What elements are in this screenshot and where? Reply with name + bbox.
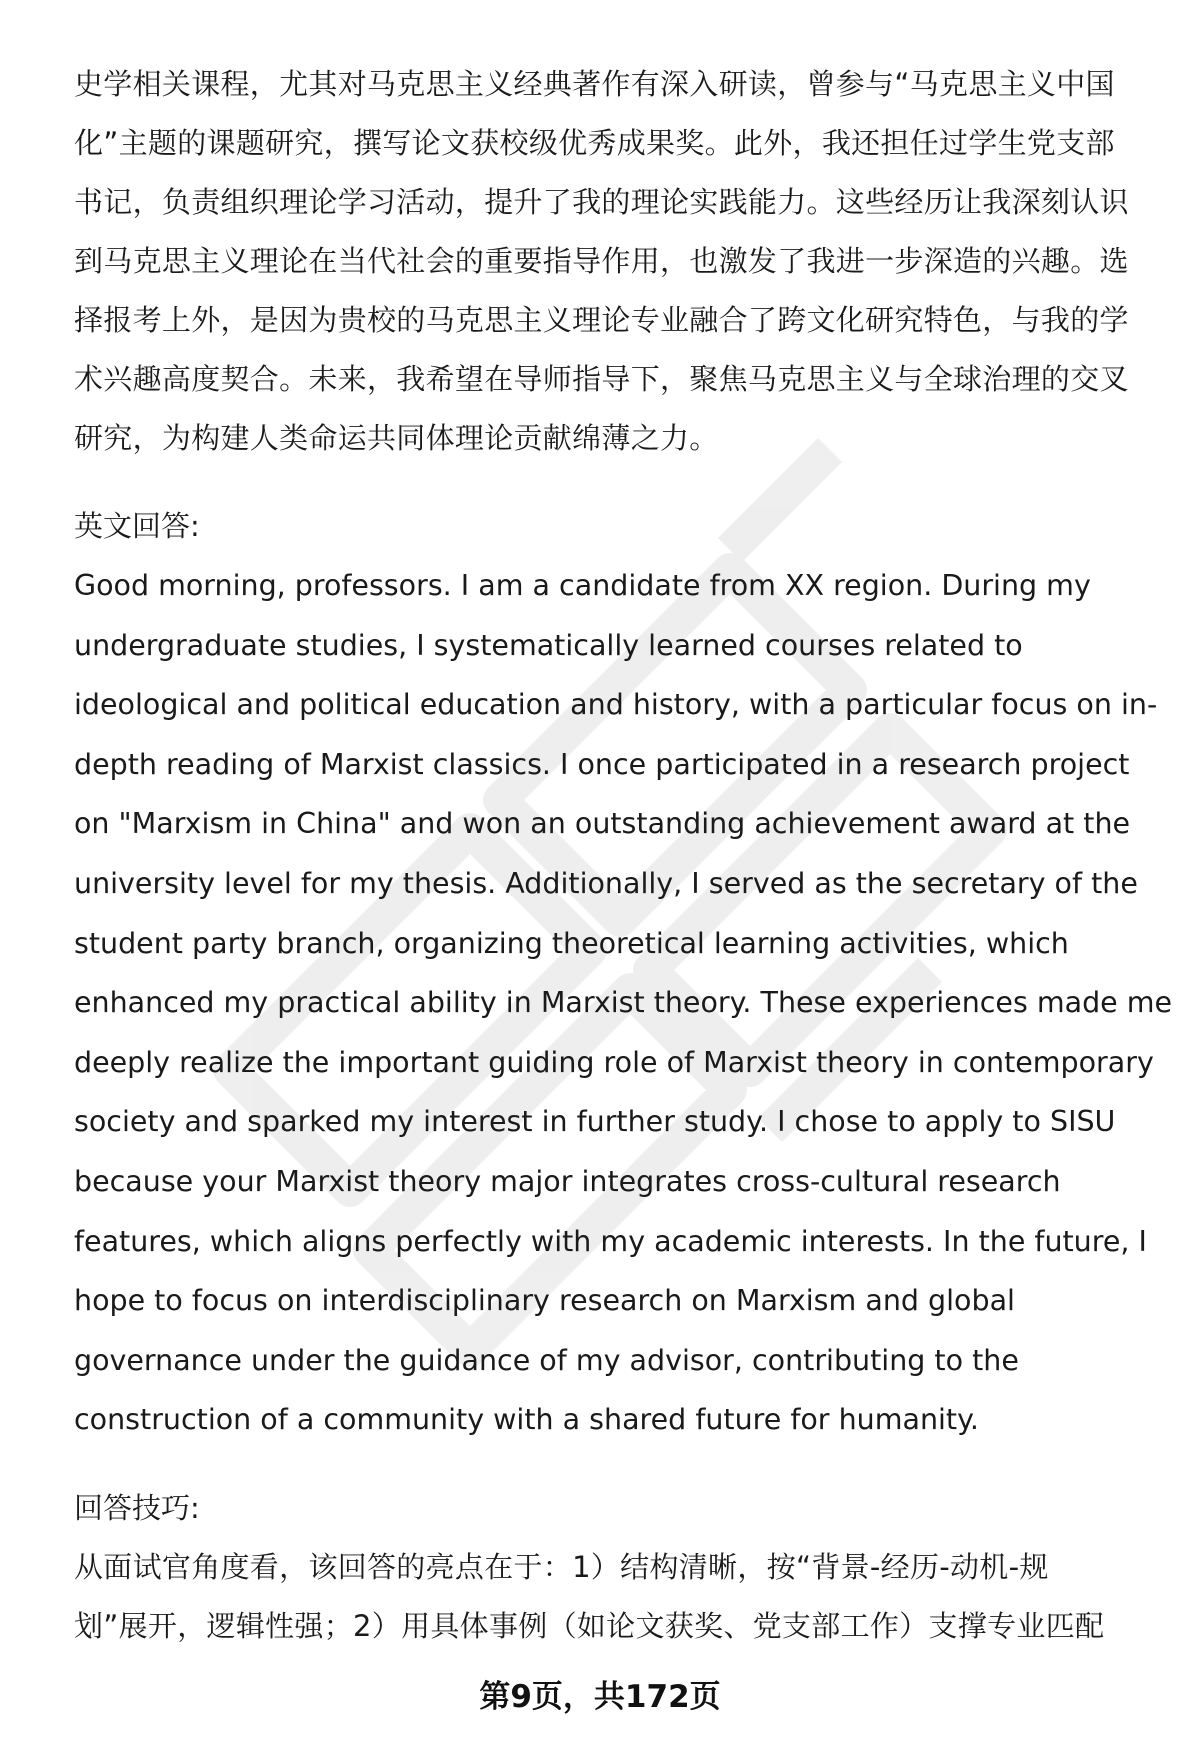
page-number-footer: 第9页，共172页 <box>479 1679 721 1715</box>
english-answer-heading: 英文回答: <box>74 509 200 543</box>
text-line: 术兴趣高度契合。未来，我希望在导师指导下，聚焦马克思主义与全球治理的交叉 <box>74 362 1129 396</box>
text-line: deeply realize the important guiding role of Marxist theory in contemporary <box>74 1045 1154 1079</box>
text-line: because your Marxist theory major integrates cross-cultural research <box>74 1164 1061 1198</box>
answer-tips-heading: 回答技巧: <box>74 1490 200 1525</box>
text-line: on "Marxism in China" and won an outstanding achievement award at the <box>74 807 1131 841</box>
text-line: hope to focus on interdisciplinary research on Marxism and global <box>74 1284 1015 1318</box>
text-line: 择报考上外，是因为贵校的马克思主义理论专业融合了跨文化研究特色，与我的学 <box>74 303 1129 337</box>
text-line: features, which aligns perfectly with my academic interests. In the future, I <box>74 1224 1147 1258</box>
text-line: undergraduate studies, I systematically learned courses related to <box>74 628 1023 662</box>
english-paragraph <box>74 556 1173 1450</box>
text-line: governance under the guidance of my advisor, contributing to the <box>74 1343 1019 1377</box>
text-line: ideological and political education and history, with a particular focus on in- <box>74 688 1158 722</box>
text-line: construction of a community with a shared future for humanity. <box>74 1403 979 1437</box>
text-line: depth reading of Marxist classics. I once participated in a research project <box>74 747 1130 781</box>
text-line: 从面试官角度看，该回答的亮点在于：1）结构清晰，按“背景-经历-动机-规 <box>74 1549 1049 1584</box>
chinese-paragraph <box>74 55 1164 468</box>
page-content <box>74 55 1173 1656</box>
text-line: student party branch, organizing theoretical learning activities, which <box>74 926 1069 960</box>
text-line: society and sparked my interest in further study. I chose to apply to SISU <box>74 1105 1116 1139</box>
text-line: university level for my thesis. Additionally, I served as the secretary of the <box>74 866 1138 900</box>
text-line: 书记，负责组织理论学习活动，提升了我的理论实践能力。这些经历让我深刻认识 <box>74 185 1129 219</box>
text-line: Good morning, professors. I am a candidate from XX region. During my <box>74 569 1091 602</box>
text-line: 史学相关课程，尤其对马克思主义经典著作有深入研读，曾参与“马克思主义中国 <box>74 67 1115 101</box>
text-line: 研究，为构建人类命运共同体理论贡献绵薄之力。 <box>74 421 719 455</box>
text-line: 划”展开，逻辑性强；2）用具体事例（如论文获奖、党支部工作）支撑专业匹配 <box>74 1608 1105 1643</box>
tips-paragraph <box>74 1538 1164 1656</box>
text-line: enhanced my practical ability in Marxist theory. These experiences made me <box>74 986 1173 1020</box>
text-line: 化”主题的课题研究，撰写论文获校级优秀成果奖。此外，我还担任过学生党支部 <box>74 126 1115 160</box>
text-line: 到马克思主义理论在当代社会的重要指导作用，也激发了我进一步深造的兴趣。选 <box>74 244 1129 278</box>
